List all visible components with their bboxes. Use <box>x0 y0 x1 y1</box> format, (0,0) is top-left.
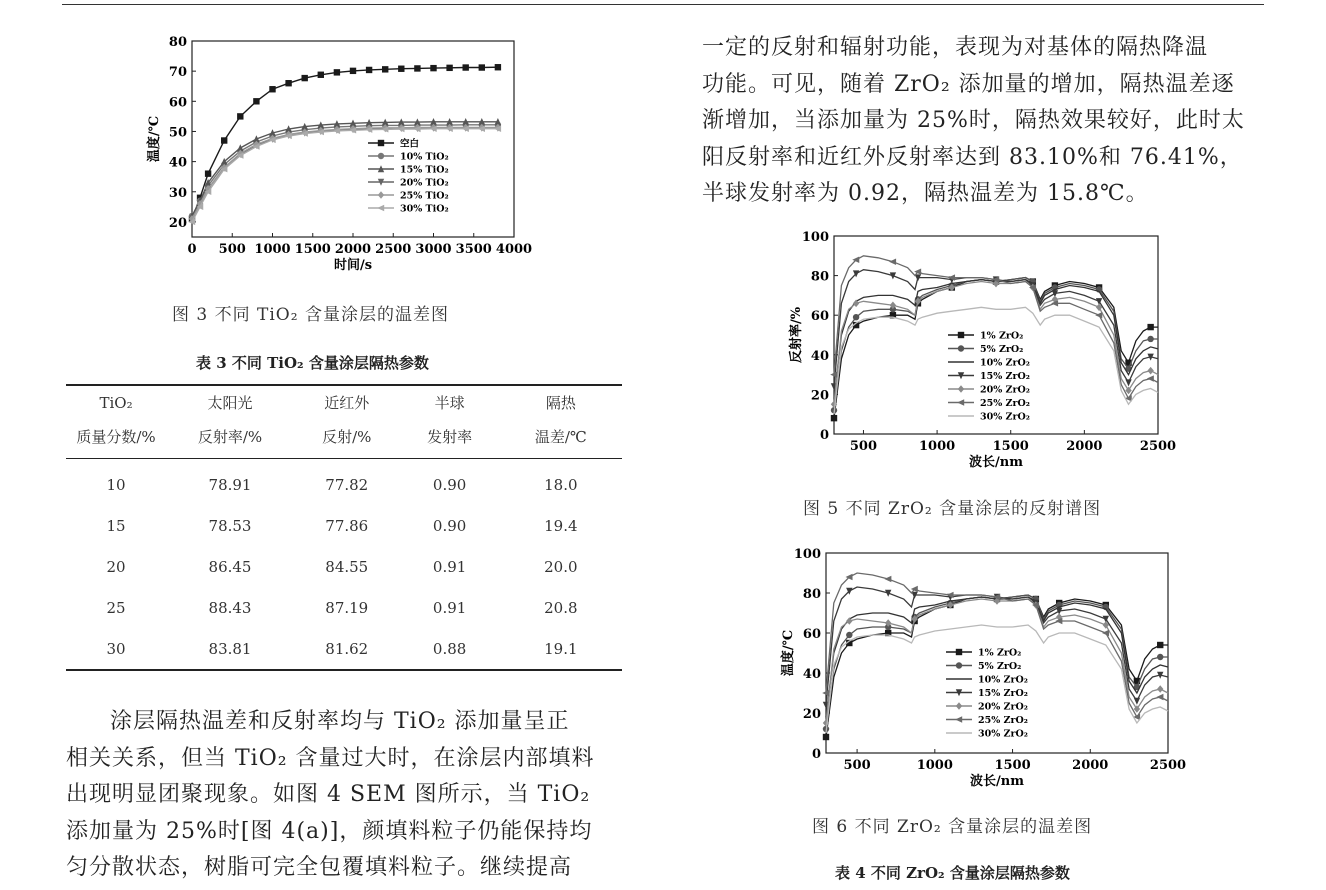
x-tick-label: 2500 <box>1139 439 1177 454</box>
text-line: 阳反射率和近红外反射率达到 83.10%和 76.41%， <box>702 144 1243 170</box>
y-tick-label: 40 <box>810 348 829 364</box>
series-line <box>192 128 498 219</box>
table-cell: 86.45 <box>208 557 252 576</box>
data-point <box>1102 630 1109 636</box>
x-tick-label: 500 <box>849 439 878 454</box>
series-line <box>192 125 498 216</box>
legend-label: 15% TiO₂ <box>400 164 449 176</box>
table-row <box>66 459 622 506</box>
text-line: 添加量为 25%时[图 4(a)]，颜填料粒子仍能保持均 <box>66 818 593 844</box>
data-point <box>253 98 259 104</box>
data-point <box>914 268 921 274</box>
table3-header-cell: 反射/% <box>294 420 400 459</box>
data-point <box>831 415 837 421</box>
text-line: 匀分散状态，树脂可完全包覆填料粒子。继续提高 <box>66 855 573 880</box>
data-point <box>1157 642 1163 648</box>
x-tick-label: 3000 <box>415 242 452 257</box>
data-point <box>334 69 340 75</box>
x-tick-label: 500 <box>843 758 871 773</box>
y-tick-label: 30 <box>168 185 187 201</box>
table-cell: 77.86 <box>325 516 369 535</box>
y-tick-label: 20 <box>810 388 829 404</box>
data-point <box>853 314 859 320</box>
data-point <box>205 170 211 176</box>
data-point <box>378 191 384 199</box>
data-point <box>846 632 852 638</box>
table-cell: 0.91 <box>432 557 467 576</box>
legend-label: 5% ZrO₂ <box>978 661 1022 672</box>
legend-label: 15% ZrO₂ <box>978 688 1028 699</box>
table-cell: 18.0 <box>544 475 578 494</box>
data-point <box>1157 654 1163 660</box>
data-point <box>958 332 964 338</box>
x-tick-label: 2000 <box>1072 758 1109 773</box>
data-point <box>221 137 227 143</box>
x-tick-label: 1500 <box>294 242 331 257</box>
table-cell: 88.43 <box>208 598 252 617</box>
series-line <box>192 128 498 219</box>
text-line: 渐增加，当添加量为 25%时，隔热效果较好，此时太 <box>702 108 1245 133</box>
x-axis-label: 波长/nm <box>969 455 1023 470</box>
y-tick-label: 60 <box>802 627 821 642</box>
text-line: 相关关系，但当 TiO₂ 含量过大时，在涂层内部填料 <box>66 745 595 771</box>
table-cell: 25 <box>106 598 126 617</box>
legend-label: 20% ZrO₂ <box>980 384 1030 396</box>
table-cell: 20.8 <box>544 598 578 617</box>
data-point <box>1147 375 1154 381</box>
data-point <box>479 64 485 70</box>
data-point <box>285 80 291 86</box>
table-cell: 78.53 <box>208 516 252 535</box>
table-cell: 10 <box>106 475 126 494</box>
table4-caption: 表 4 不同 ZrO₂ 含量涂层隔热参数 <box>835 864 1070 882</box>
x-tick-label: 500 <box>218 242 246 257</box>
data-point <box>382 66 388 72</box>
data-point <box>350 68 356 74</box>
text-line: 一定的反射和辐射功能，表现为对基体的隔热降温 <box>702 35 1209 60</box>
x-tick-label: 1500 <box>994 758 1031 773</box>
data-point <box>1147 367 1153 375</box>
table-cell: 19.4 <box>544 516 578 535</box>
data-point <box>378 153 384 159</box>
x-tick-label: 0 <box>187 242 197 257</box>
legend-label: 空白 <box>400 138 420 150</box>
table-cell: 0.88 <box>400 628 500 670</box>
series-line <box>192 67 498 219</box>
x-tick-label: 3500 <box>455 242 492 257</box>
table-cell: 83.81 <box>166 628 294 670</box>
x-tick-label: 2500 <box>375 242 412 257</box>
legend-label: 10% ZrO₂ <box>980 357 1030 369</box>
data-point <box>302 75 308 81</box>
table-cell: 19.1 <box>500 628 622 670</box>
table3-caption: 表 3 不同 TiO₂ 含量涂层隔热参数 <box>196 354 429 372</box>
data-point <box>1147 336 1153 342</box>
table-cell: 15 <box>106 516 126 535</box>
table-cell: 20.0 <box>544 557 578 576</box>
data-point <box>378 140 384 146</box>
y-tick-label: 50 <box>168 125 187 141</box>
x-tick-label: 2000 <box>1066 439 1103 454</box>
data-point <box>318 72 324 78</box>
y-tick-label: 0 <box>811 747 821 762</box>
data-point <box>957 399 964 405</box>
table3-header-row-1 <box>66 385 622 420</box>
table-cell: 0.90 <box>432 475 467 494</box>
data-point <box>366 67 372 73</box>
table-cell: 0.91 <box>432 598 467 617</box>
data-point <box>1157 685 1163 693</box>
data-point <box>956 649 962 655</box>
table3 <box>66 384 622 671</box>
legend-label: 25% ZrO₂ <box>978 715 1028 726</box>
y-tick-label: 80 <box>168 35 187 50</box>
table-row <box>66 505 622 546</box>
table3-header-cell: 太阳光 <box>166 385 294 420</box>
data-point <box>1134 698 1140 705</box>
x-tick-label: 2000 <box>334 242 372 257</box>
y-tick-label: 60 <box>168 95 187 111</box>
table3-header-cell: 温差/℃ <box>500 420 622 459</box>
data-point <box>958 345 964 351</box>
table-cell: 78.91 <box>208 475 252 494</box>
x-tick-label: 2500 <box>1149 758 1187 773</box>
legend-label: 30% TiO₂ <box>400 203 449 215</box>
x-tick-label: 1000 <box>916 758 953 773</box>
y-tick-label: 40 <box>168 155 187 171</box>
table-cell: 84.55 <box>325 557 369 576</box>
fig3-temperature-chart <box>140 30 540 275</box>
legend-label: 10% ZrO₂ <box>978 674 1028 686</box>
legend-label: 30% ZrO₂ <box>980 411 1030 423</box>
data-point <box>823 734 829 740</box>
fig5-reflectance-chart <box>770 225 1190 480</box>
table3-header-cell: 近红外 <box>294 385 400 420</box>
fig6-caption: 图 6 不同 ZrO₂ 含量涂层的温差图 <box>812 817 1093 837</box>
y-tick-label: 20 <box>168 215 187 231</box>
x-axis-label: 时间/s <box>333 258 373 273</box>
legend-label: 10% TiO₂ <box>400 151 449 163</box>
table-cell: 77.82 <box>325 475 369 494</box>
y-axis-label: 反射率/% <box>789 306 804 364</box>
series-line <box>192 129 498 222</box>
table-cell: 30 <box>66 628 166 670</box>
fig6-temperature-chart <box>760 542 1200 792</box>
legend-label: 1% ZrO₂ <box>980 330 1024 342</box>
text-line: 涂层隔热温差和反射率均与 TiO₂ 添加量呈正 <box>110 709 570 734</box>
data-point <box>911 586 918 592</box>
table3-header-cell: TiO₂ <box>66 385 166 420</box>
y-tick-label: 40 <box>802 667 821 682</box>
legend-label: 25% ZrO₂ <box>980 398 1030 409</box>
x-tick-label: 1000 <box>918 439 956 454</box>
text-line: 出现明显团聚现象。如图 4 SEM 图所示，当 TiO₂ <box>66 782 591 807</box>
data-point <box>269 86 275 92</box>
y-tick-label: 100 <box>793 547 821 562</box>
y-axis-label: 温度/℃ <box>147 115 162 163</box>
table3-header-cell: 半球 <box>400 385 500 420</box>
data-point <box>414 65 420 71</box>
y-tick-label: 70 <box>168 65 187 81</box>
text-line: 功能。可见，随着 ZrO₂ 添加量的增加，隔热温差逐 <box>702 71 1235 97</box>
data-point <box>956 702 962 710</box>
series-line <box>192 122 498 216</box>
right-body-paragraph <box>702 30 1272 213</box>
y-tick-label: 80 <box>810 269 829 285</box>
table-cell: 87.19 <box>325 598 369 617</box>
data-point <box>430 65 436 71</box>
table-cell: 81.62 <box>294 628 400 670</box>
data-point <box>958 385 964 393</box>
table3-header-cell: 发射率 <box>400 420 500 459</box>
data-point <box>1156 694 1163 700</box>
y-tick-label: 100 <box>801 230 829 245</box>
y-tick-label: 80 <box>802 587 821 602</box>
table-cell: 20 <box>106 557 126 576</box>
table-row <box>66 628 622 670</box>
table-row <box>66 546 622 587</box>
table3-header-row-2 <box>66 420 622 459</box>
data-point <box>495 64 501 70</box>
table-row <box>66 587 622 628</box>
y-axis-label: 温度/℃ <box>781 629 796 677</box>
fig3-caption: 图 3 不同 TiO₂ 含量涂层的温差图 <box>172 305 449 325</box>
data-point <box>956 662 962 668</box>
data-point <box>1125 379 1131 386</box>
data-point <box>446 65 452 71</box>
data-point <box>889 259 896 265</box>
x-tick-label: 1000 <box>254 242 291 257</box>
data-point <box>463 64 469 70</box>
x-tick-label: 4000 <box>495 242 533 257</box>
y-tick-label: 0 <box>819 428 829 443</box>
data-point <box>955 716 962 722</box>
data-point <box>1095 312 1102 318</box>
legend-label: 30% ZrO₂ <box>978 728 1028 740</box>
x-axis-label: 波长/nm <box>970 774 1024 789</box>
legend-label: 20% TiO₂ <box>400 177 449 189</box>
data-point <box>398 66 404 72</box>
legend-label: 5% ZrO₂ <box>980 344 1024 355</box>
x-tick-label: 1500 <box>992 439 1029 454</box>
data-point <box>377 205 384 211</box>
legend-label: 25% TiO₂ <box>400 190 449 202</box>
data-point <box>1147 324 1153 330</box>
legend-label: 15% ZrO₂ <box>980 371 1030 382</box>
table3-header-cell: 隔热 <box>500 385 622 420</box>
page-top-rule <box>62 4 1264 5</box>
legend-label: 1% ZrO₂ <box>978 647 1022 659</box>
data-point <box>237 113 243 119</box>
y-tick-label: 60 <box>810 309 829 325</box>
data-point <box>884 576 891 582</box>
left-body-paragraph <box>66 704 626 887</box>
fig5-caption: 图 5 不同 ZrO₂ 含量涂层的反射谱图 <box>803 499 1102 519</box>
table3-header-cell: 质量分数/% <box>66 420 166 459</box>
y-tick-label: 20 <box>802 707 821 722</box>
legend-label: 20% ZrO₂ <box>978 701 1028 713</box>
table3-header-cell: 反射率/% <box>166 420 294 459</box>
text-line: 半球发射率为 0.92，隔热温差为 15.8℃。 <box>702 181 1149 206</box>
table-cell: 0.90 <box>432 516 467 535</box>
